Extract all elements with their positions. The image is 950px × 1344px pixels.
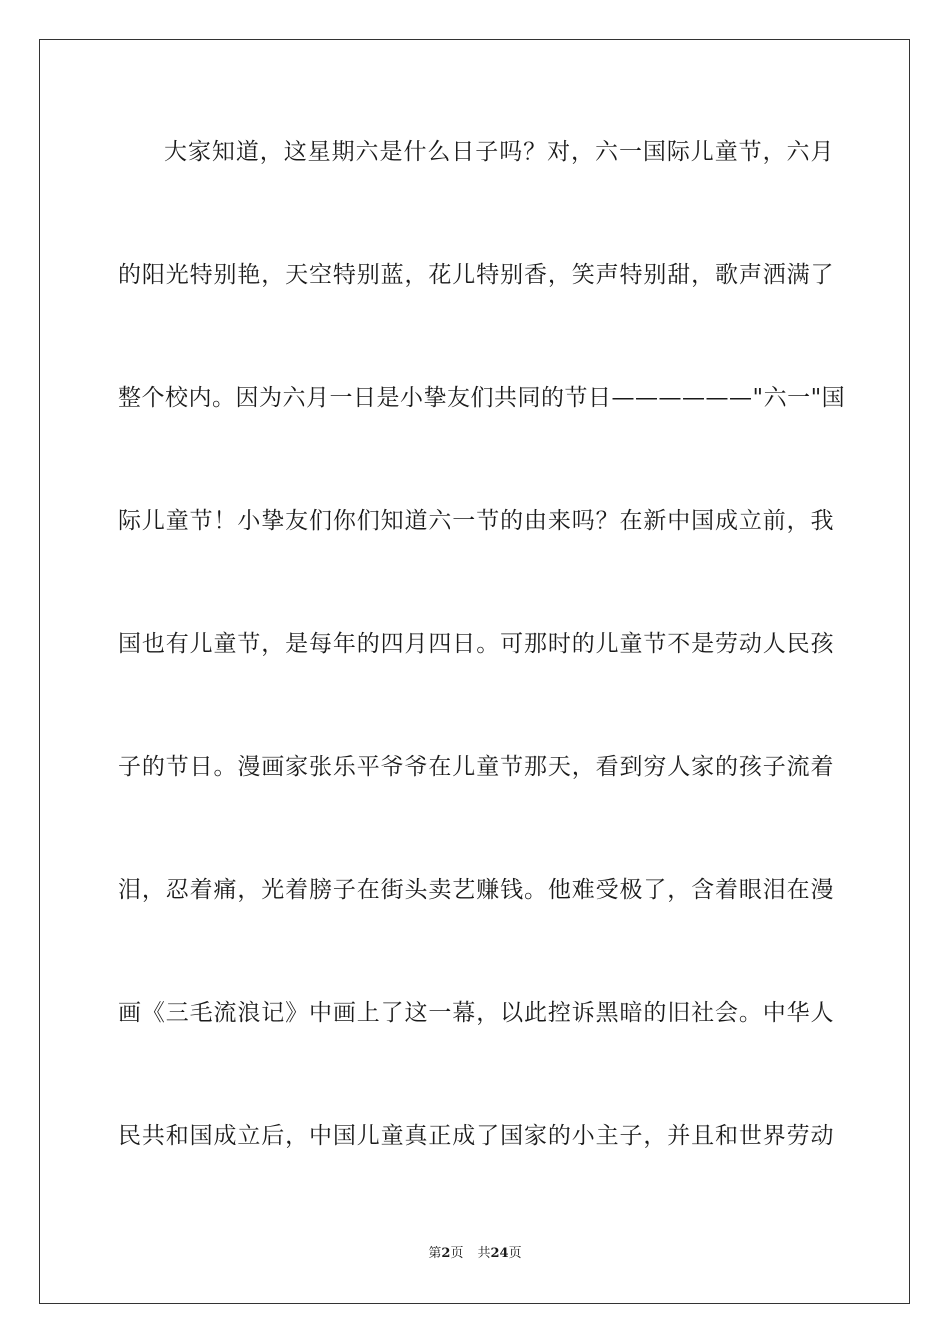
paragraph-line-3: 整个校内。因为六月一日是小挚友们共同的节日——————"六一"国	[118, 385, 846, 411]
page-number: 2	[441, 1246, 451, 1261]
total-prefix: 共	[477, 1246, 491, 1261]
paragraph-line-1: 大家知道，这星期六是什么日子吗？对，六一国际儿童节，六月	[164, 139, 834, 165]
page-prefix: 第	[428, 1246, 442, 1261]
total-pages: 24	[490, 1246, 509, 1261]
paragraph-line-4: 际儿童节！小挚友们你们知道六一节的由来吗？在新中国成立前，我	[118, 508, 834, 534]
total-suffix: 页	[508, 1246, 522, 1261]
paragraph-line-7: 泪，忍着痛，光着膀子在街头卖艺赚钱。他难受极了，含着眼泪在漫	[118, 877, 834, 903]
paragraph-line-5: 国也有儿童节，是每年的四月四日。可那时的儿童节不是劳动人民孩	[118, 631, 834, 657]
page-border	[39, 39, 910, 1304]
page-suffix: 页	[450, 1246, 464, 1261]
paragraph-line-2: 的阳光特别艳，天空特别蓝，花儿特别香，笑声特别甜，歌声洒满了	[118, 262, 834, 288]
paragraph-line-9: 民共和国成立后，中国儿童真正成了国家的小主子，并且和世界劳动	[118, 1123, 834, 1149]
paragraph-line-8: 画《三毛流浪记》中画上了这一幕，以此控诉黑暗的旧社会。中华人	[118, 1000, 834, 1026]
paragraph-line-6: 子的节日。漫画家张乐平爷爷在儿童节那天，看到穷人家的孩子流着	[118, 754, 834, 780]
page-footer	[0, 1245, 950, 1263]
